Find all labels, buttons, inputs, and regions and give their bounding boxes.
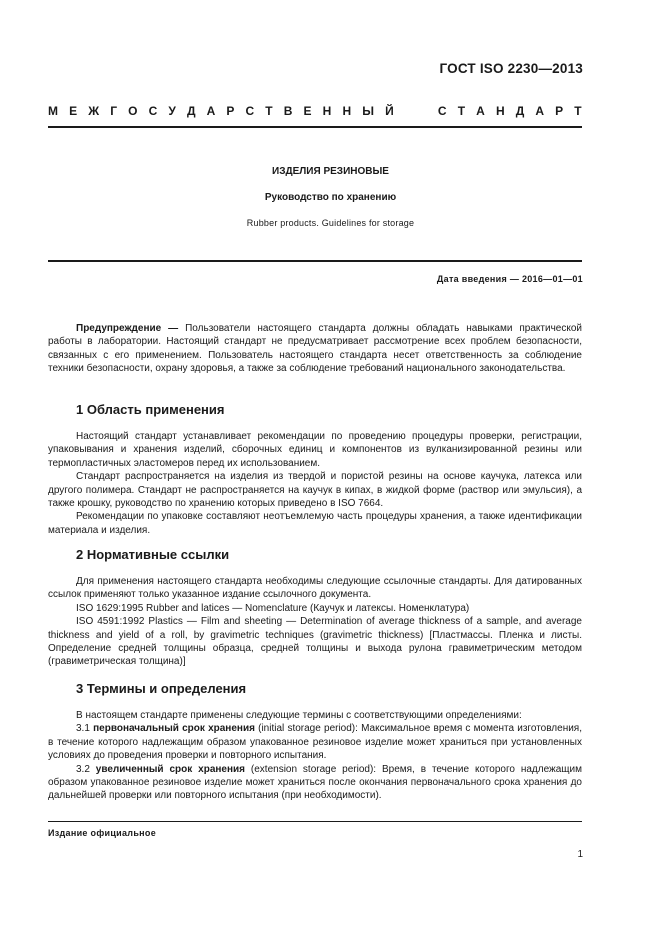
section-heading-scope: 1 Область применения bbox=[76, 402, 225, 417]
banner-letter: У bbox=[168, 104, 176, 118]
banner-letter: Н bbox=[322, 104, 332, 118]
term-text: (extension storage period): Время, в течение которого надлежащим образом упакованное резиновое изделие может храниться после окончания первоначального срока хранения до дальнейшей проверки или повторного испытания (при необходимости). bbox=[48, 763, 582, 802]
document-title: ИЗДЕЛИЯ РЕЗИНОВЫЕ bbox=[272, 166, 389, 177]
section-heading-terms: 3 Термины и определения bbox=[76, 681, 247, 696]
banner-letter: Е bbox=[303, 104, 312, 118]
reference-item: ISO 4591:1992 Plastics — Film and sheeting — Determination of average thickness of a sample, and average thickness and yield of a roll, by gravimetric techniques (gravimetric thickness) [Пластмассы. Пленка и листы. Определение средней толщины образца, средней толщины и выхода рулона гравиметрическим методом (гравиметрическая толщина)] bbox=[48, 616, 582, 668]
warning-label: Предупреждение — bbox=[76, 323, 179, 334]
banner-letter: М bbox=[48, 104, 58, 118]
banner-letter: Н bbox=[342, 104, 352, 118]
section-normative-references bbox=[48, 575, 582, 669]
official-edition-label: Издание официальное bbox=[48, 828, 157, 838]
term-number: 3.2 bbox=[76, 763, 96, 775]
term-name: первоначальный срок хранения bbox=[93, 723, 255, 735]
warning-body: Пользователи настоящего стандарта должны обладать навыками практической работы в лаборатории. Настоящий стандарт не предусматривает рассмотрение всех проблем безопасности, связанных с его применением. Пользователь настоящего стандарта несет ответственность за соблюдение техники безопасности, охрану здоровья, а также за соблюдение требований национального законодательства. bbox=[48, 323, 582, 375]
paragraph: Рекомендации по упаковке составляют неотъемлемую часть процедуры хранения, а также идентификации материала и изделия. bbox=[48, 511, 582, 536]
banner-letter: С bbox=[148, 104, 158, 118]
footer-rule bbox=[48, 821, 582, 822]
banner-letter: Ы bbox=[362, 104, 374, 118]
standard-number: ГОСТ ISO 2230—2013 bbox=[439, 61, 583, 76]
introduction-date: Дата введения — 2016—01—01 bbox=[436, 274, 583, 284]
banner-letter: Т bbox=[574, 104, 582, 118]
paragraph: Для применения настоящего стандарта необходимы следующие ссылочные стандарты. Для датированных ссылок применяют только указанное издание ссылочного документа. bbox=[48, 576, 582, 601]
banner-letter: А bbox=[206, 104, 216, 118]
banner-letter: Ж bbox=[88, 104, 100, 118]
banner-letter: Д bbox=[186, 104, 196, 118]
banner-letter: А bbox=[535, 104, 545, 118]
term-definition bbox=[48, 722, 582, 762]
title-rule bbox=[48, 260, 582, 262]
reference-item: ISO 1629:1995 Rubber and latices — Nomenclature (Каучук и латексы. Номенклатура) bbox=[76, 602, 470, 614]
banner-letter: О bbox=[128, 104, 138, 118]
banner-letter: Т bbox=[457, 104, 466, 118]
banner-letter: В bbox=[283, 104, 293, 118]
section-scope bbox=[48, 430, 582, 537]
warning-paragraph bbox=[48, 322, 582, 376]
banner-letter: С bbox=[437, 104, 447, 118]
top-rule bbox=[48, 126, 582, 128]
section-heading-normative-references: 2 Нормативные ссылки bbox=[76, 547, 230, 562]
paragraph: Стандарт распространяется на изделия из твердой и пористой резины на основе каучука, латекса или другого полимера. Стандарт не распространяется на каучук в кипах, в жидкой форме (раствор или эмульсия), а также крошку, руководство по хранению которых приведено в ISO 7664. bbox=[48, 471, 582, 510]
paragraph: Настоящий стандарт устанавливает рекомендации по проведению процедуры проверки, регистрации, упаковывания и хранения изделий, сборочных единиц и компонентов из вулканизированной резины или термопластичных эластомеров перед их использованием. bbox=[48, 431, 582, 469]
banner-letter: Г bbox=[110, 104, 118, 118]
term-number: 3.1 bbox=[76, 723, 94, 735]
document-subtitle: Руководство по хранению bbox=[264, 192, 397, 203]
banner-letter: Р bbox=[226, 104, 235, 118]
banner-gap bbox=[405, 104, 427, 118]
banner-letter: Н bbox=[495, 104, 505, 118]
standard-banner bbox=[48, 104, 582, 118]
section-terms bbox=[48, 709, 582, 803]
banner-letter: Й bbox=[385, 104, 394, 118]
banner-letter: Р bbox=[555, 104, 564, 118]
warning-text bbox=[48, 322, 582, 376]
paragraph: В настоящем стандарте применены следующие термины с соответствующими определениями: bbox=[76, 710, 522, 721]
banner-letter: А bbox=[476, 104, 485, 118]
banner-letter: С bbox=[245, 104, 255, 118]
term-text: (initial storage period): Максимальное время с момента изготовления, в течение которого надлежащим образом упакованное резиновое изделие может храниться при установленных условиях до проведения проверки и повторного испытания. bbox=[48, 723, 583, 762]
document-title-english: Rubber products. Guidelines for storage bbox=[246, 218, 415, 228]
banner-letter: Е bbox=[69, 104, 78, 118]
banner-letter: Д bbox=[515, 104, 525, 118]
banner-letter: Т bbox=[265, 104, 273, 118]
term-name: увеличенный срок хранения bbox=[95, 763, 245, 775]
term-definition bbox=[48, 763, 582, 803]
page-number: 1 bbox=[577, 849, 583, 860]
